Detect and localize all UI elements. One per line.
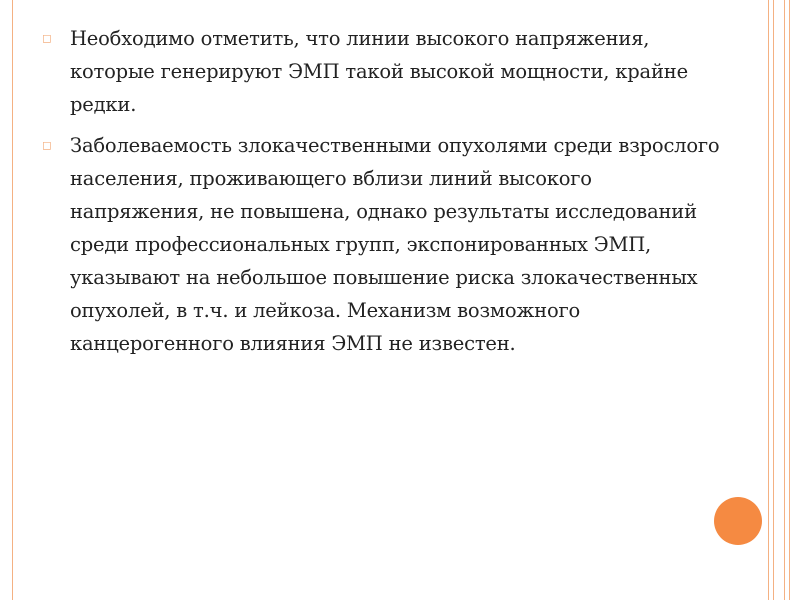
right-decorative-band-inner — [773, 0, 785, 600]
orange-accent-circle — [714, 497, 762, 545]
right-decorative-band — [768, 0, 790, 600]
bullet-text-1: Необходимо отметить, что линии высокого напряжения, которые генерируют ЭМП такой высокой мощности, крайне редки. — [70, 27, 688, 116]
bullet-square-icon: ◻ — [42, 31, 52, 45]
slide-content — [42, 22, 722, 368]
bullet-item-2 — [42, 129, 722, 360]
bullet-text-2: Заболеваемость злокачественными опухолями среди взрослого населения, проживающего вблизи линий высокого напряжения, не повышена, однако результаты исследований среди профессиональных групп, экспонированных ЭМП, указывают на небольшое повышение риска злокачественных опухолей, в т.ч. и лейкоза. Механизм возможного канцерогенного влияния ЭМП не известен. — [70, 134, 720, 355]
bullet-item-1 — [42, 22, 722, 121]
bullet-square-icon: ◻ — [42, 138, 52, 152]
